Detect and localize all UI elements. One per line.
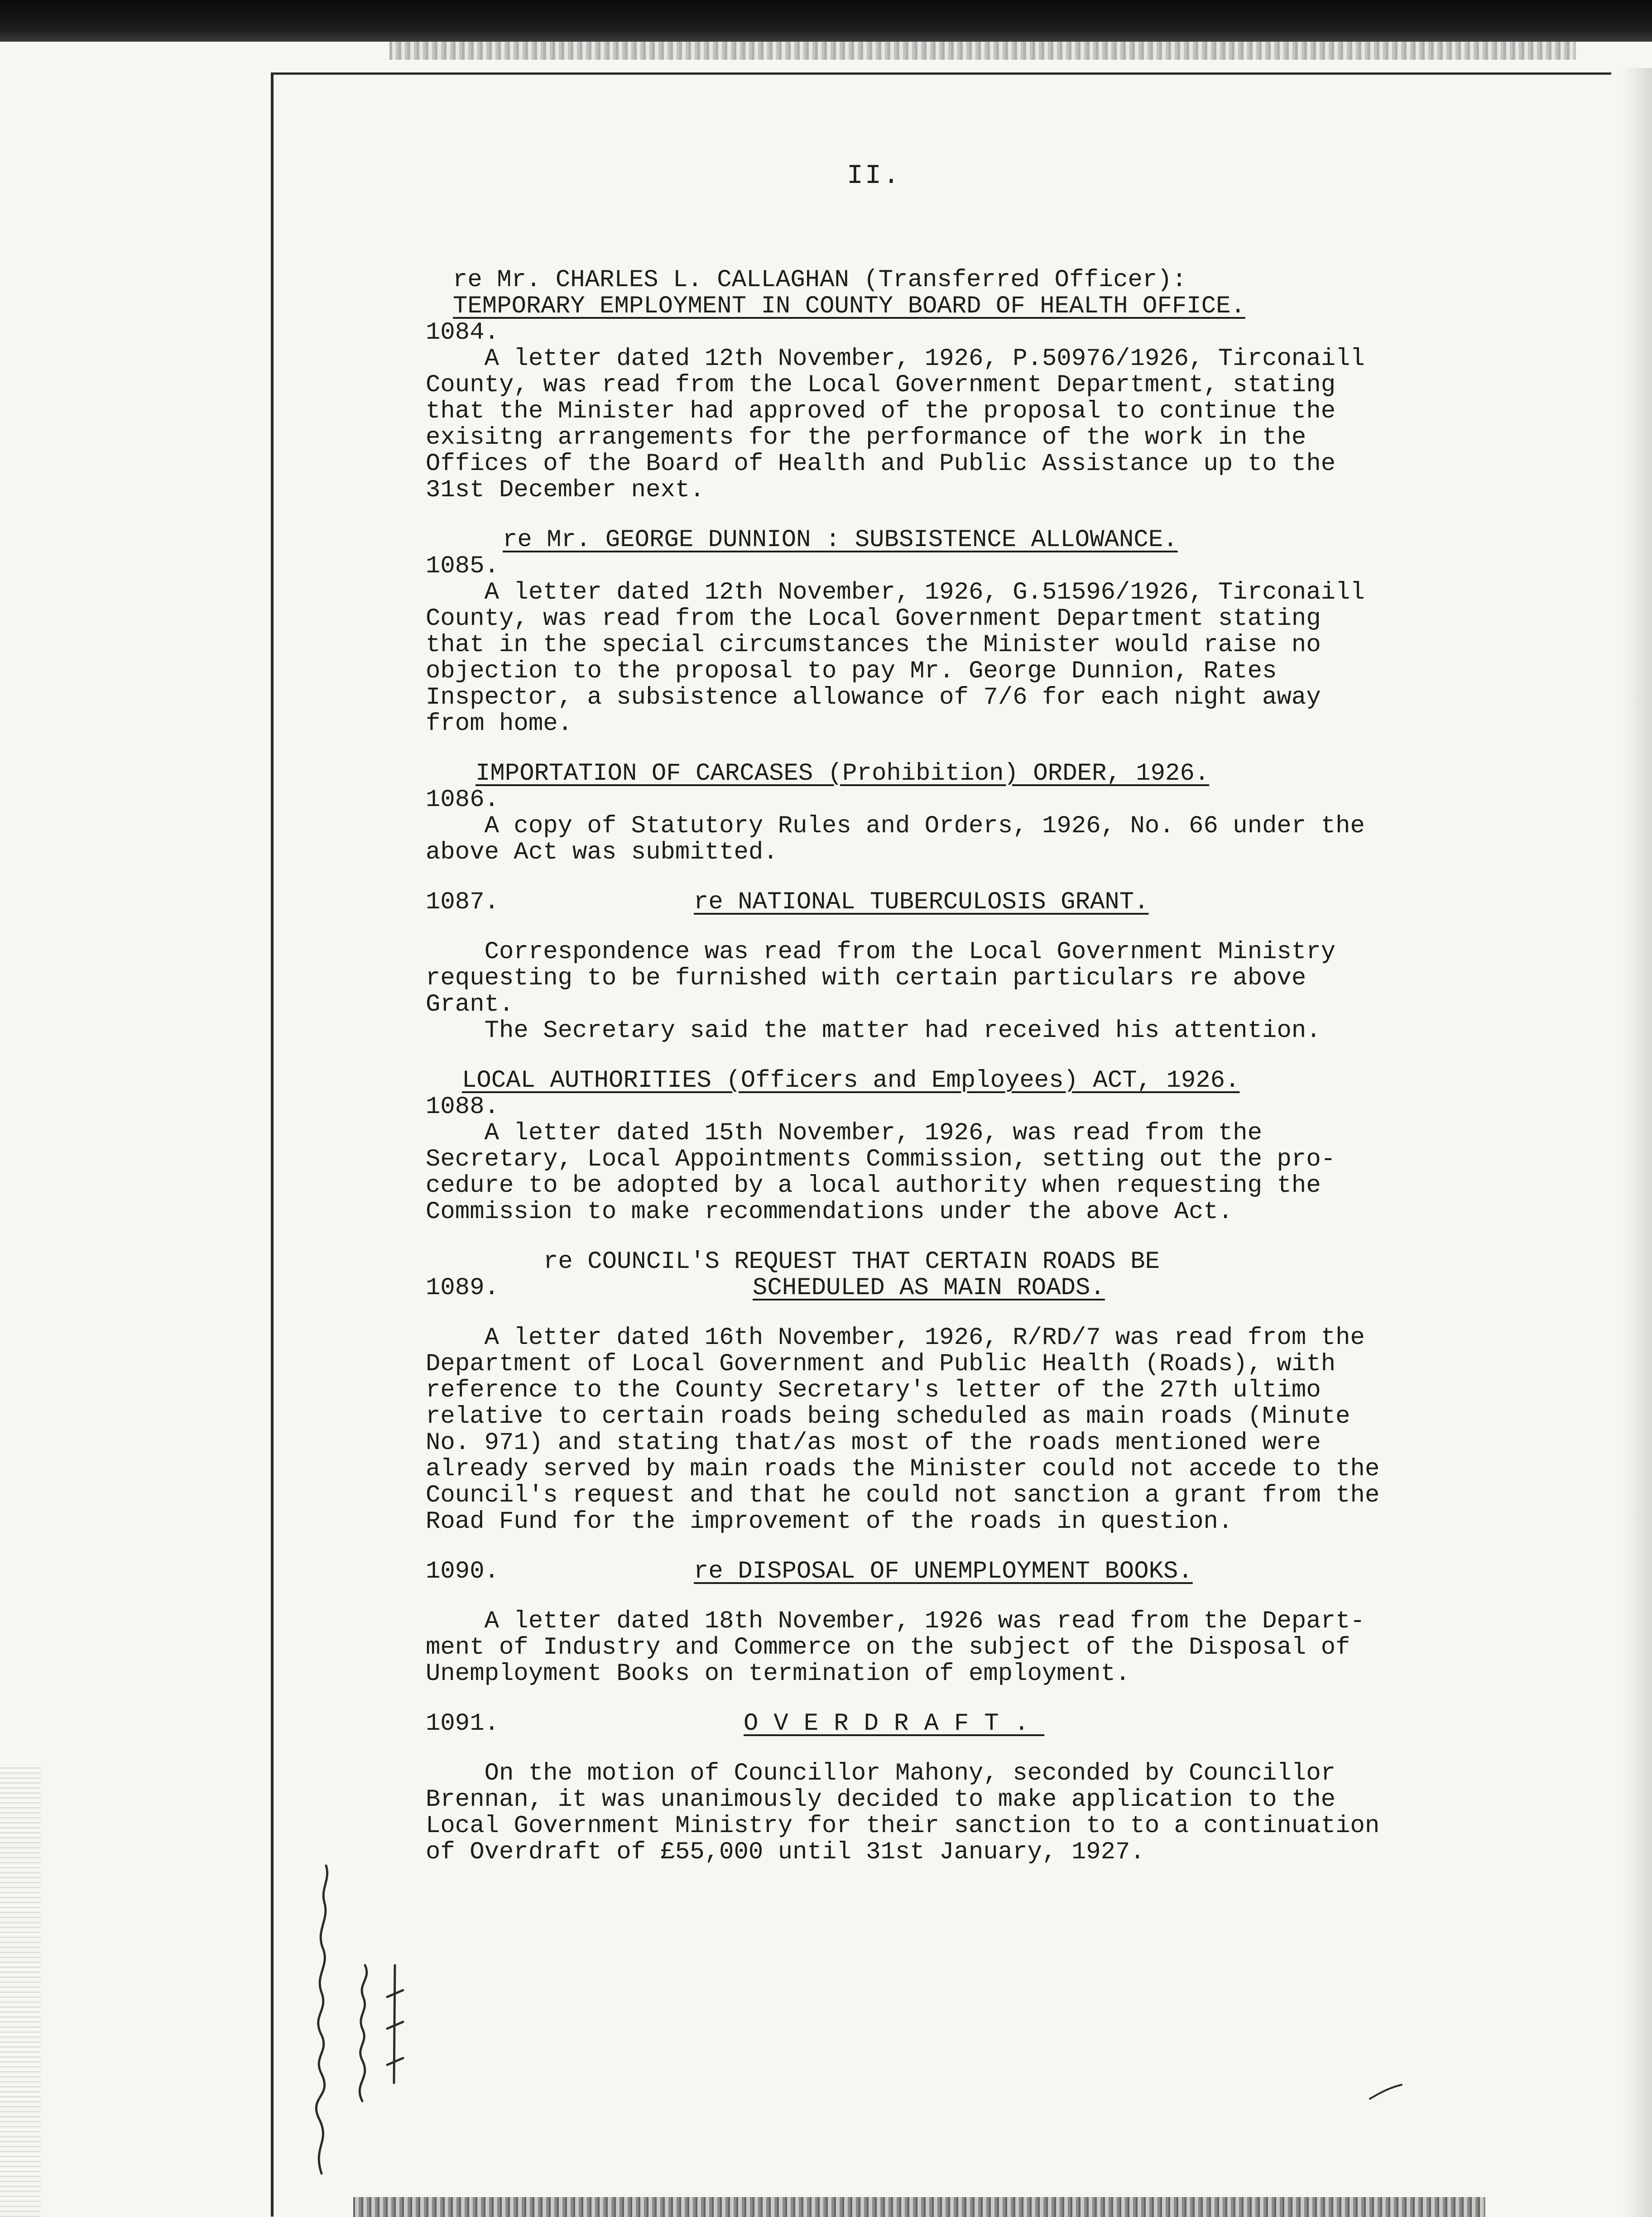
minute-number: 1090. (426, 1558, 499, 1585)
minute-body-line: ment of Industry and Commerce on the subject of the Disposal of (426, 1634, 1350, 1661)
minute-body-line: above Act was submitted. (426, 839, 778, 866)
minute-1087 (426, 889, 1503, 1044)
minute-body-line: exisitng arrangements for the performance of the work in the (426, 424, 1306, 451)
minute-1088 (426, 1068, 1503, 1225)
minute-body-line: from home. (426, 710, 573, 738)
minute-heading: LOCAL AUTHORITIES (Officers and Employees) ACT, 1926. (462, 1067, 1240, 1094)
minute-body-line: Inspector, a subsistence allowance of 7/6 for each night away (426, 684, 1321, 711)
minute-body-line: Unemployment Books on termination of employment. (426, 1660, 1130, 1688)
minute-number: 1086. (426, 786, 499, 814)
minute-body-line: No. 971) and stating that/as most of the roads mentioned were (426, 1429, 1321, 1457)
minute-heading: IMPORTATION OF CARCASES (Prohibition) ORDER, 1926. (475, 760, 1210, 787)
minute-body-line: A letter dated 18th November, 1926 was read from the Depart- (426, 1608, 1365, 1635)
minute-heading: re Mr. CHARLES L. CALLAGHAN (Transferred Officer): (453, 266, 1187, 294)
minute-body-line: that the Minister had approved of the proposal to continue the (426, 398, 1336, 425)
minute-heading: re NATIONAL TUBERCULOSIS GRANT. (694, 888, 1149, 916)
minute-number: 1084. (426, 319, 499, 346)
minute-body-line: County, was read from the Local Government Department, stating (426, 371, 1336, 399)
minute-body-line: relative to certain roads being scheduled as main roads (Minute (426, 1403, 1350, 1430)
minute-heading: TEMPORARY EMPLOYMENT IN COUNTY BOARD OF HEALTH OFFICE. (453, 293, 1245, 320)
scan-left-speckle (0, 1766, 41, 2217)
minute-body-line: On the motion of Councillor Mahony, seconded by Councillor (426, 1760, 1336, 1787)
pen-stroke-icon (1368, 2083, 1404, 2101)
minute-number: 1089. (426, 1274, 499, 1302)
minute-body-line: Council's request and that he could not sanction a grant from the (426, 1482, 1380, 1509)
minute-1089 (426, 1249, 1503, 1535)
page-left-margin-rule (271, 75, 274, 2217)
minute-body-line: 31st December next. (426, 476, 705, 504)
minute-body-line: Road Fund for the improvement of the roads in question. (426, 1508, 1233, 1536)
minute-body-line: A letter dated 12th November, 1926, P.50976/1926, Tirconaill (426, 345, 1365, 373)
minute-body-line: Brennan, it was unanimously decided to make application to the (426, 1786, 1336, 1814)
minute-number: 1087. (426, 888, 499, 916)
minute-1086 (426, 761, 1503, 866)
minute-body-line: Secretary, Local Appointments Commission, setting out the pro- (426, 1146, 1336, 1173)
minute-body-line: Correspondence was read from the Local Government Ministry (426, 938, 1336, 966)
minute-body-line: Grant. (426, 991, 514, 1018)
minute-heading: SCHEDULED AS MAIN ROADS. (753, 1274, 1105, 1302)
minute-body-line: A letter dated 15th November, 1926, was read from the (426, 1119, 1263, 1147)
handwritten-annotation-icon (294, 1829, 412, 2183)
minute-1090 (426, 1559, 1503, 1687)
minute-body-line: that in the special circumstances the Minister would raise no (426, 631, 1321, 659)
minute-body-line: cedure to be adopted by a local authority when requesting the (426, 1172, 1321, 1200)
minute-number: 1088. (426, 1093, 499, 1121)
scan-right-edge (1621, 68, 1652, 2217)
minute-body-line: already served by main roads the Minister could not accede to the (426, 1455, 1380, 1483)
minute-1091 (426, 1711, 1503, 1866)
scan-top-border (0, 0, 1652, 42)
minute-body-line: requesting to be furnished with certain particulars re above (426, 965, 1306, 992)
minute-heading: OVERDRAFT. (744, 1710, 1045, 1737)
minute-body-line: Commission to make recommendations under the above Act. (426, 1198, 1233, 1226)
minute-body-line: Department of Local Government and Public Health (Roads), with (426, 1350, 1336, 1378)
minute-body-line: reference to the County Secretary's letter of the 27th ultimo (426, 1377, 1321, 1404)
scan-bottom-edge (353, 2197, 1485, 2217)
minute-body-line: Local Government Ministry for their sanction to to a continuation (426, 1812, 1380, 1840)
minute-body-line: objection to the proposal to pay Mr. George Dunnion, Rates (426, 657, 1277, 685)
minute-body-line: of Overdraft of £55,000 until 31st January, 1927. (426, 1838, 1145, 1866)
minute-body-line: County, was read from the Local Government Department stating (426, 605, 1321, 633)
minute-number: 1085. (426, 552, 499, 580)
minutes-document (426, 267, 1503, 1866)
minute-body-line: A letter dated 16th November, 1926, R/RD/7 was read from the (426, 1324, 1365, 1352)
minute-body-line: The Secretary said the matter had received his attention. (426, 1017, 1321, 1045)
page-top-rule (271, 72, 1611, 75)
minute-heading: re COUNCIL'S REQUEST THAT CERTAIN ROADS BE (543, 1248, 1160, 1276)
minute-heading: re Mr. GEORGE DUNNION : SUBSISTENCE ALLOWANCE. (503, 526, 1178, 554)
minute-1085 (426, 527, 1503, 737)
minute-body-line: Offices of the Board of Health and Public Assistance up to the (426, 450, 1336, 478)
minute-number: 1091. (426, 1710, 499, 1737)
page-number: II. (847, 161, 902, 192)
minute-heading: re DISPOSAL OF UNEMPLOYMENT BOOKS. (694, 1558, 1193, 1585)
minute-body-line: A letter dated 12th November, 1926, G.51596/1926, Tirconaill (426, 579, 1365, 606)
minute-1084 (426, 267, 1503, 504)
minute-body-line: A copy of Statutory Rules and Orders, 1926, No. 66 under the (426, 812, 1365, 840)
scan-page-edge (389, 42, 1576, 60)
